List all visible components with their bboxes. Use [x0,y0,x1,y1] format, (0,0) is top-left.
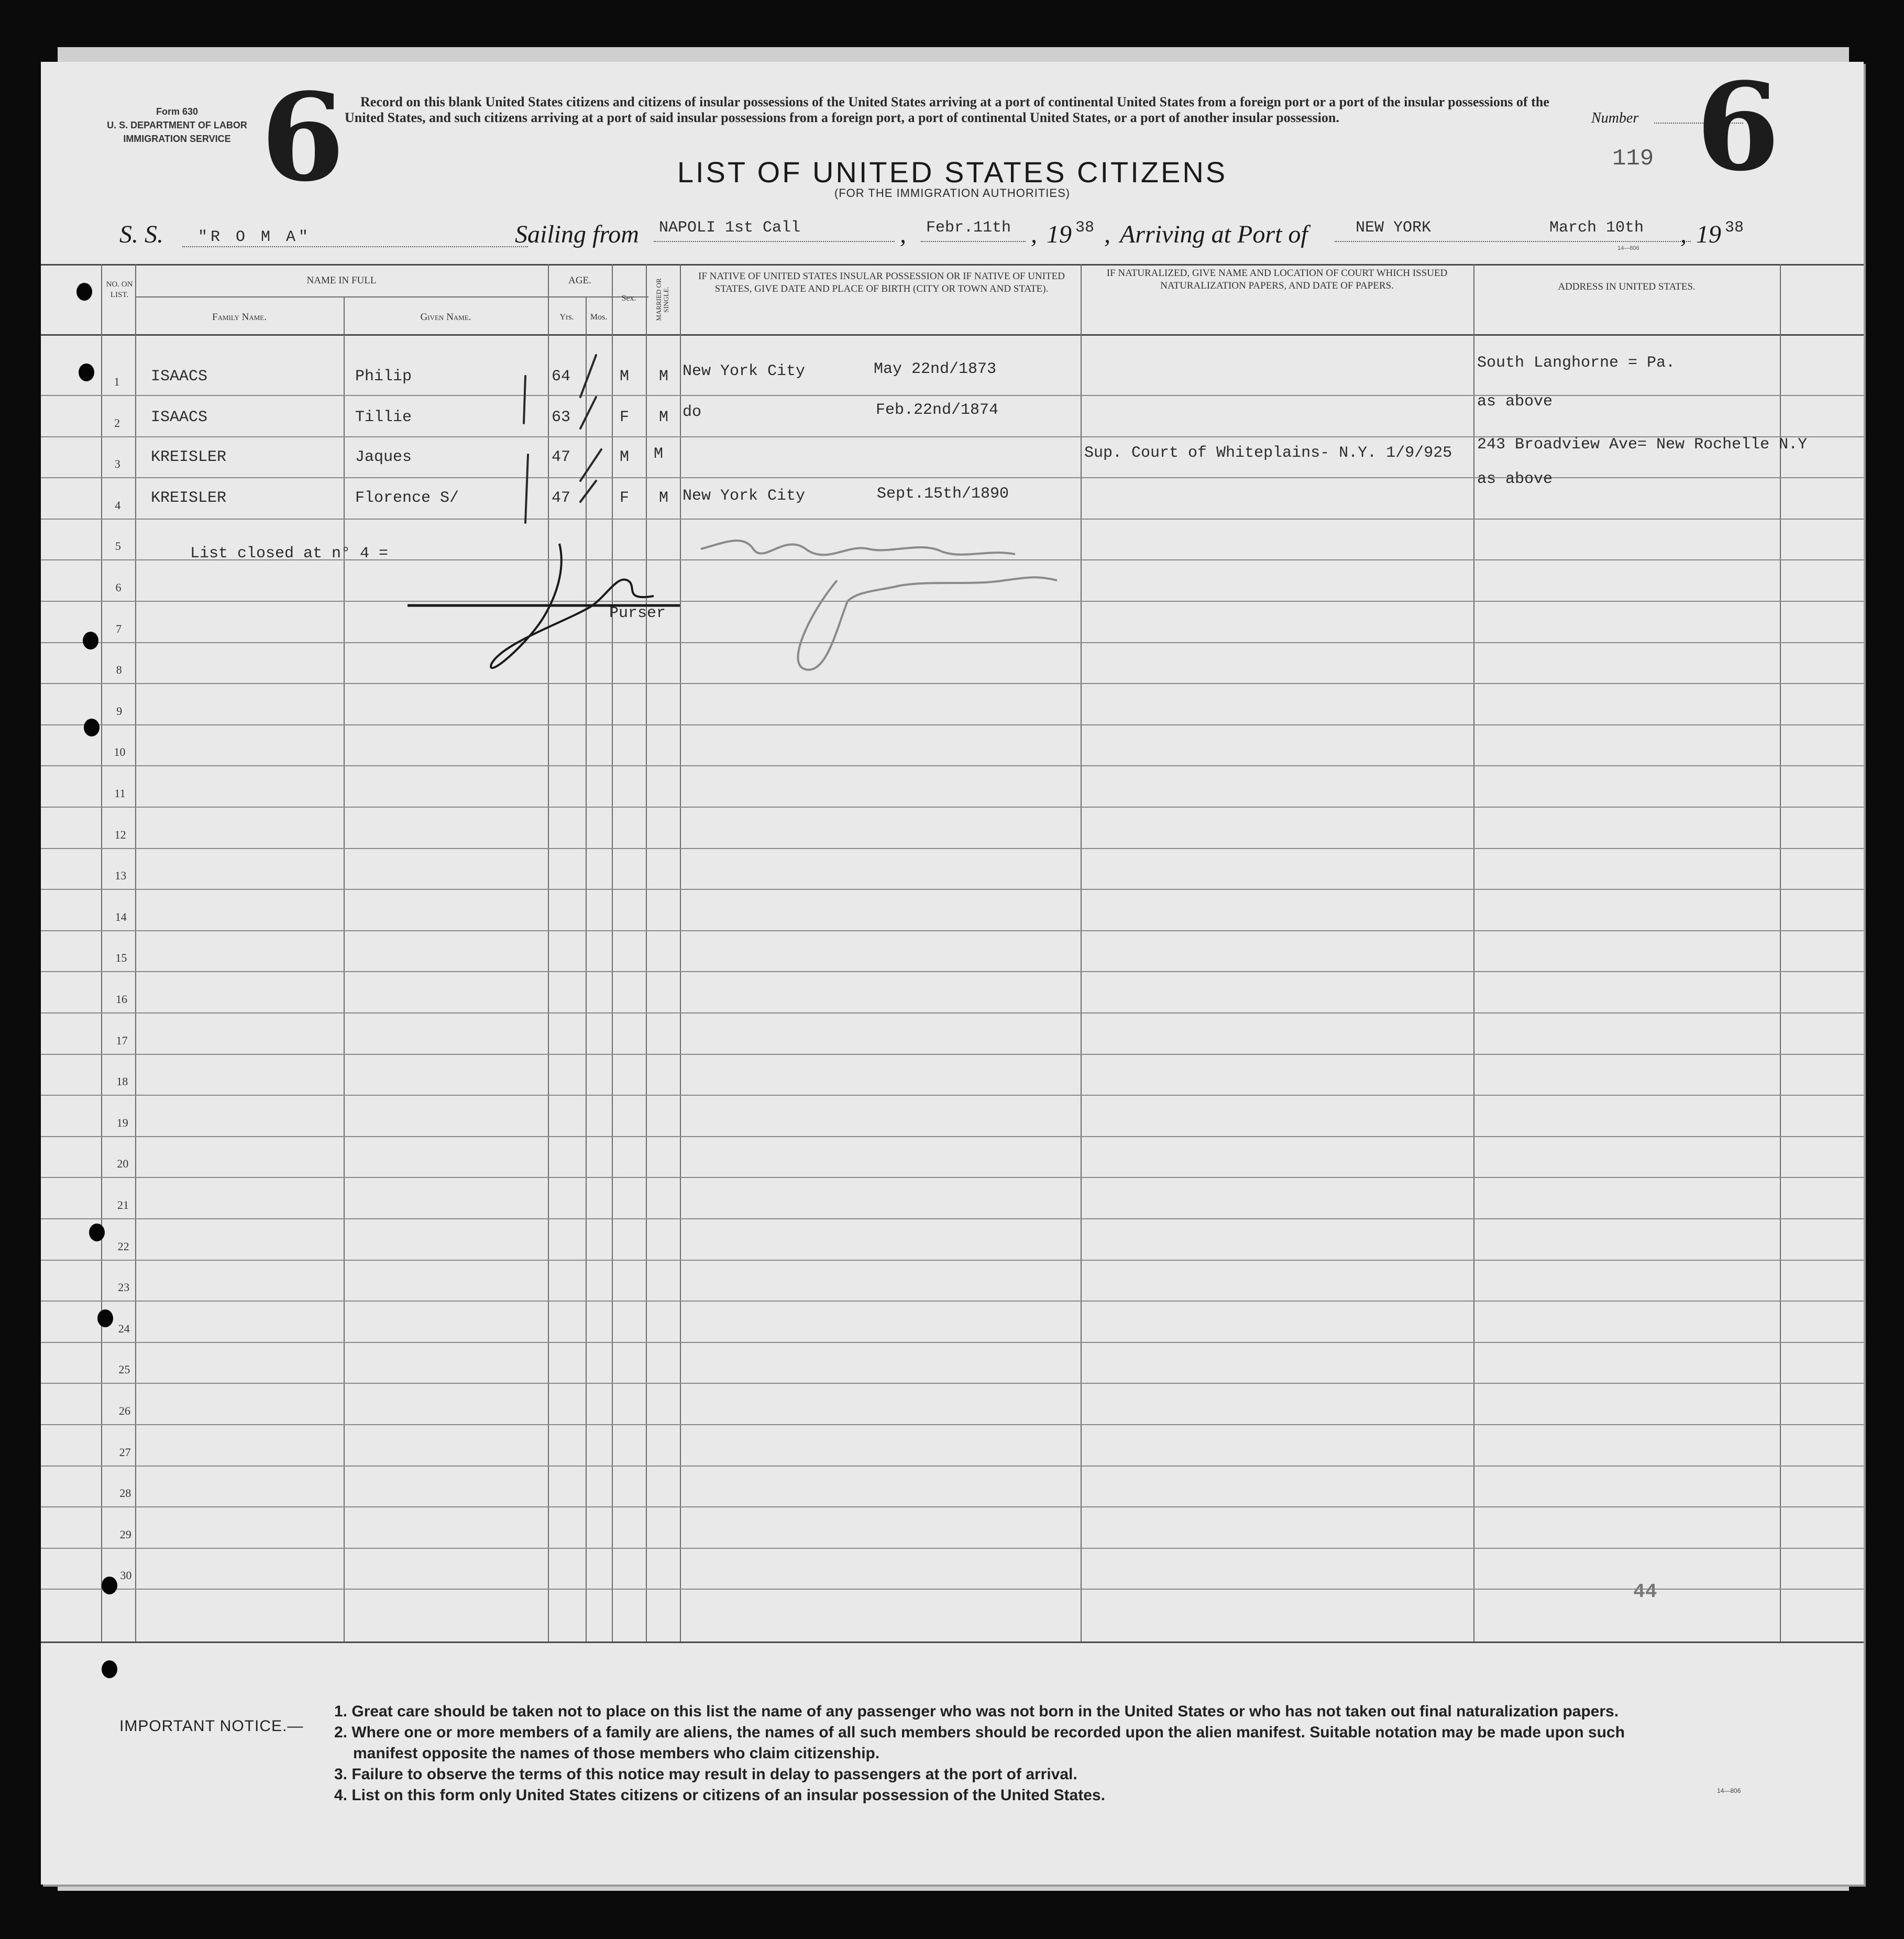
form-big-number-left: 6 [261,67,345,208]
tick-mark [580,355,596,397]
family-name: ISAACS [151,409,208,426]
family-name: KREISLER [151,448,227,466]
family-name: ISAACS [151,368,208,385]
punch-hole [97,1309,113,1327]
col-header-sex: Sex. [621,294,636,303]
sailing-year: 38 [1075,219,1095,237]
sex: F [620,409,630,426]
notice-item-2: 2. Where one or more members of a family are aliens, the names of all such members should be recorded upon the alien manifest. Suitable notation may be made upon such [334,1724,1625,1741]
age-years: 47 [552,448,571,466]
ship-name: "R O M A" [198,228,312,246]
row-number: 23 [118,1281,130,1294]
purser-signature [408,544,680,668]
row-number: 10 [114,745,126,759]
ss-label: S. S. [119,221,163,248]
form-subtitle: (FOR THE IMMIGRATION AUTHORITIES) [834,186,1071,200]
sex: F [620,489,630,507]
birth-place: New York City [683,487,806,505]
sex: M [620,448,630,466]
printer-code: 14—806 [1617,245,1639,251]
col-header-no: NO. ON LIST. [106,280,133,299]
given-name: Jaques [355,448,412,466]
marital-status: M [659,368,669,385]
notice-code: 14—806 [1717,1787,1741,1794]
col-header-family: Family Name. [212,312,267,323]
notice-item-4: 4. List on this form only United States citizens or citizens of an insular possession of the United States. [334,1787,1105,1804]
citizens-list-form [41,57,1864,1885]
address: South Langhorne = Pa. [1477,354,1676,372]
sailing-from-label: Sailing from [515,221,639,248]
punch-hole [102,1660,117,1678]
tick-mark [580,449,601,481]
row-number: 18 [116,1075,128,1088]
age-years: 63 [552,409,571,426]
punch-hole [89,1224,105,1241]
punch-hole [79,363,94,381]
col-header-married: MARRIED OR SINGLE. [655,278,670,321]
row-number: 13 [115,869,127,883]
row-number: 28 [119,1486,131,1500]
notice-item-2-cont: manifest opposite the names of those members who claim citizenship. [353,1745,880,1762]
row-number: 17 [116,1033,128,1047]
marital-status: M [659,409,669,426]
form-big-number-right: 6 [1696,57,1780,198]
arrival-date: March 10th [1549,219,1644,237]
row-number: 4 [115,498,121,512]
age-years: 64 [552,368,571,385]
row-number: 15 [115,951,127,965]
sailing-port: NAPOLI 1st Call [659,219,801,237]
address: 243 Broadview Ave= New Rochelle N.Y [1477,436,1808,454]
row-number: 22 [117,1239,129,1253]
col-header-native: IF NATIVE OF UNITED STATES INSULAR POSSESSION OR IF NATIVE OF UNITED STATES, GIVE DATE AND PLACE OF BIRTH (CITY OR TOWN AND STATE). [698,271,1065,294]
birth-date: May 22nd/1873 [874,360,997,378]
given-name: Philip [355,368,412,385]
form-number: Form 630 [156,106,199,117]
row-number: 30 [120,1569,132,1582]
row-number: 5 [115,539,121,553]
row-number: 21 [117,1198,129,1211]
row-number: 27 [119,1445,131,1459]
marital-status: M [654,445,664,463]
handwriting-overlay [41,57,1864,1685]
col-header-mos: Mos. [590,313,608,322]
arriving-label: Arriving at Port of [1120,221,1308,248]
given-name: Florence S/ [355,489,459,507]
row-number: 24 [118,1321,130,1335]
service-name: IMMIGRATION SERVICE [123,134,231,144]
department-name: U. S. DEPARTMENT OF LABOR [107,120,247,130]
birth-date: Sept.15th/1890 [877,485,1009,503]
notice-item-3: 3. Failure to observe the terms of this notice may result in delay to passengers at the port of arrival. [334,1766,1077,1783]
col-header-age: AGE. [568,275,591,286]
row-number: 16 [116,993,127,1006]
row-number: 8 [116,663,122,677]
row-number: 6 [115,581,122,594]
form-title: LIST OF UNITED STATES CITIZENS [677,156,1228,189]
birth-place: do [683,403,702,421]
stamp-number: 44 [1633,1581,1657,1603]
tick-mark [525,455,528,523]
purser-label: Purser [609,604,666,622]
row-number: 7 [116,622,122,635]
arrival-port: NEW YORK [1356,219,1432,237]
comma-2: , [1031,221,1037,248]
row-number: 3 [114,457,120,471]
age-tick-marks [524,355,601,523]
comma-3: , [1104,221,1110,248]
arrival-year: 38 [1725,219,1744,237]
notice-heading: IMPORTANT NOTICE.— [119,1717,304,1735]
sailing-date: Febr.11th [926,219,1011,237]
notice-list [334,1701,1822,1806]
row-number: 25 [118,1363,130,1376]
col-header-given: Given Name. [420,312,471,323]
birth-date: Feb.22nd/1874 [876,401,999,419]
tick-mark [524,376,525,423]
naturalization-court: Sup. Court of Whiteplains- N.Y. 1/9/925 [1084,444,1452,462]
row-number: 19 [116,1116,128,1129]
row-number: 9 [116,704,123,718]
inspector-signature [701,541,1057,670]
punch-hole [102,1577,117,1594]
punch-hole [76,283,92,301]
comma-4: , [1680,221,1687,248]
notice-item-1: 1. Great care should be taken not to place on this list the name of any passenger who was not born in the United States or who has not taken out final naturalization papers. [334,1703,1619,1720]
col-header-yrs: Yrs. [559,313,574,322]
row-number: 2 [114,416,120,429]
marital-status: M [659,489,669,507]
tick-mark [580,397,596,428]
punch-hole [84,719,100,736]
tick-mark [580,481,596,502]
row-number: 12 [114,828,126,841]
row-number: 11 [114,787,126,800]
row-number: 26 [119,1404,130,1417]
punch-hole [83,632,98,649]
arrival-year-prefix: 19 [1696,221,1721,248]
sex: M [620,368,630,385]
address: as above [1477,470,1553,488]
family-name: KREISLER [151,489,227,507]
col-header-naturalized: IF NATURALIZED, GIVE NAME AND LOCATION OF COURT WHICH ISSUED NATURALIZATION PAPERS, AND DATE OF PAPERS. [1106,268,1448,291]
number-label: Number [1591,110,1639,126]
row-number: 29 [119,1527,131,1541]
row-number: 1 [114,375,120,388]
col-header-name-in-full: NAME IN FULL [306,275,377,286]
sailing-year-prefix: 19 [1047,221,1072,248]
row-number: 14 [115,910,127,923]
list-closed-note: List closed at n° 4 = [190,545,389,563]
row-number: 20 [117,1157,129,1171]
age-years: 47 [552,489,571,507]
birth-place: New York City [683,362,806,380]
given-name: Tillie [355,409,412,426]
record-instructions: Record on this blank United States citizens and citizens of insular possessions of the United States arriving at a port of continental United States from a foreign port or a port of the insular possessions of the United States, and such citizens arriving at a port of said insular possessions from a foreign port, a port of continental United States, or a port of another insular possession. [345,94,1549,125]
address: as above [1477,393,1553,411]
number-value: 119 [1612,146,1654,172]
comma-1: , [900,221,906,248]
col-header-address: ADDRESS IN UNITED STATES. [1558,281,1696,292]
